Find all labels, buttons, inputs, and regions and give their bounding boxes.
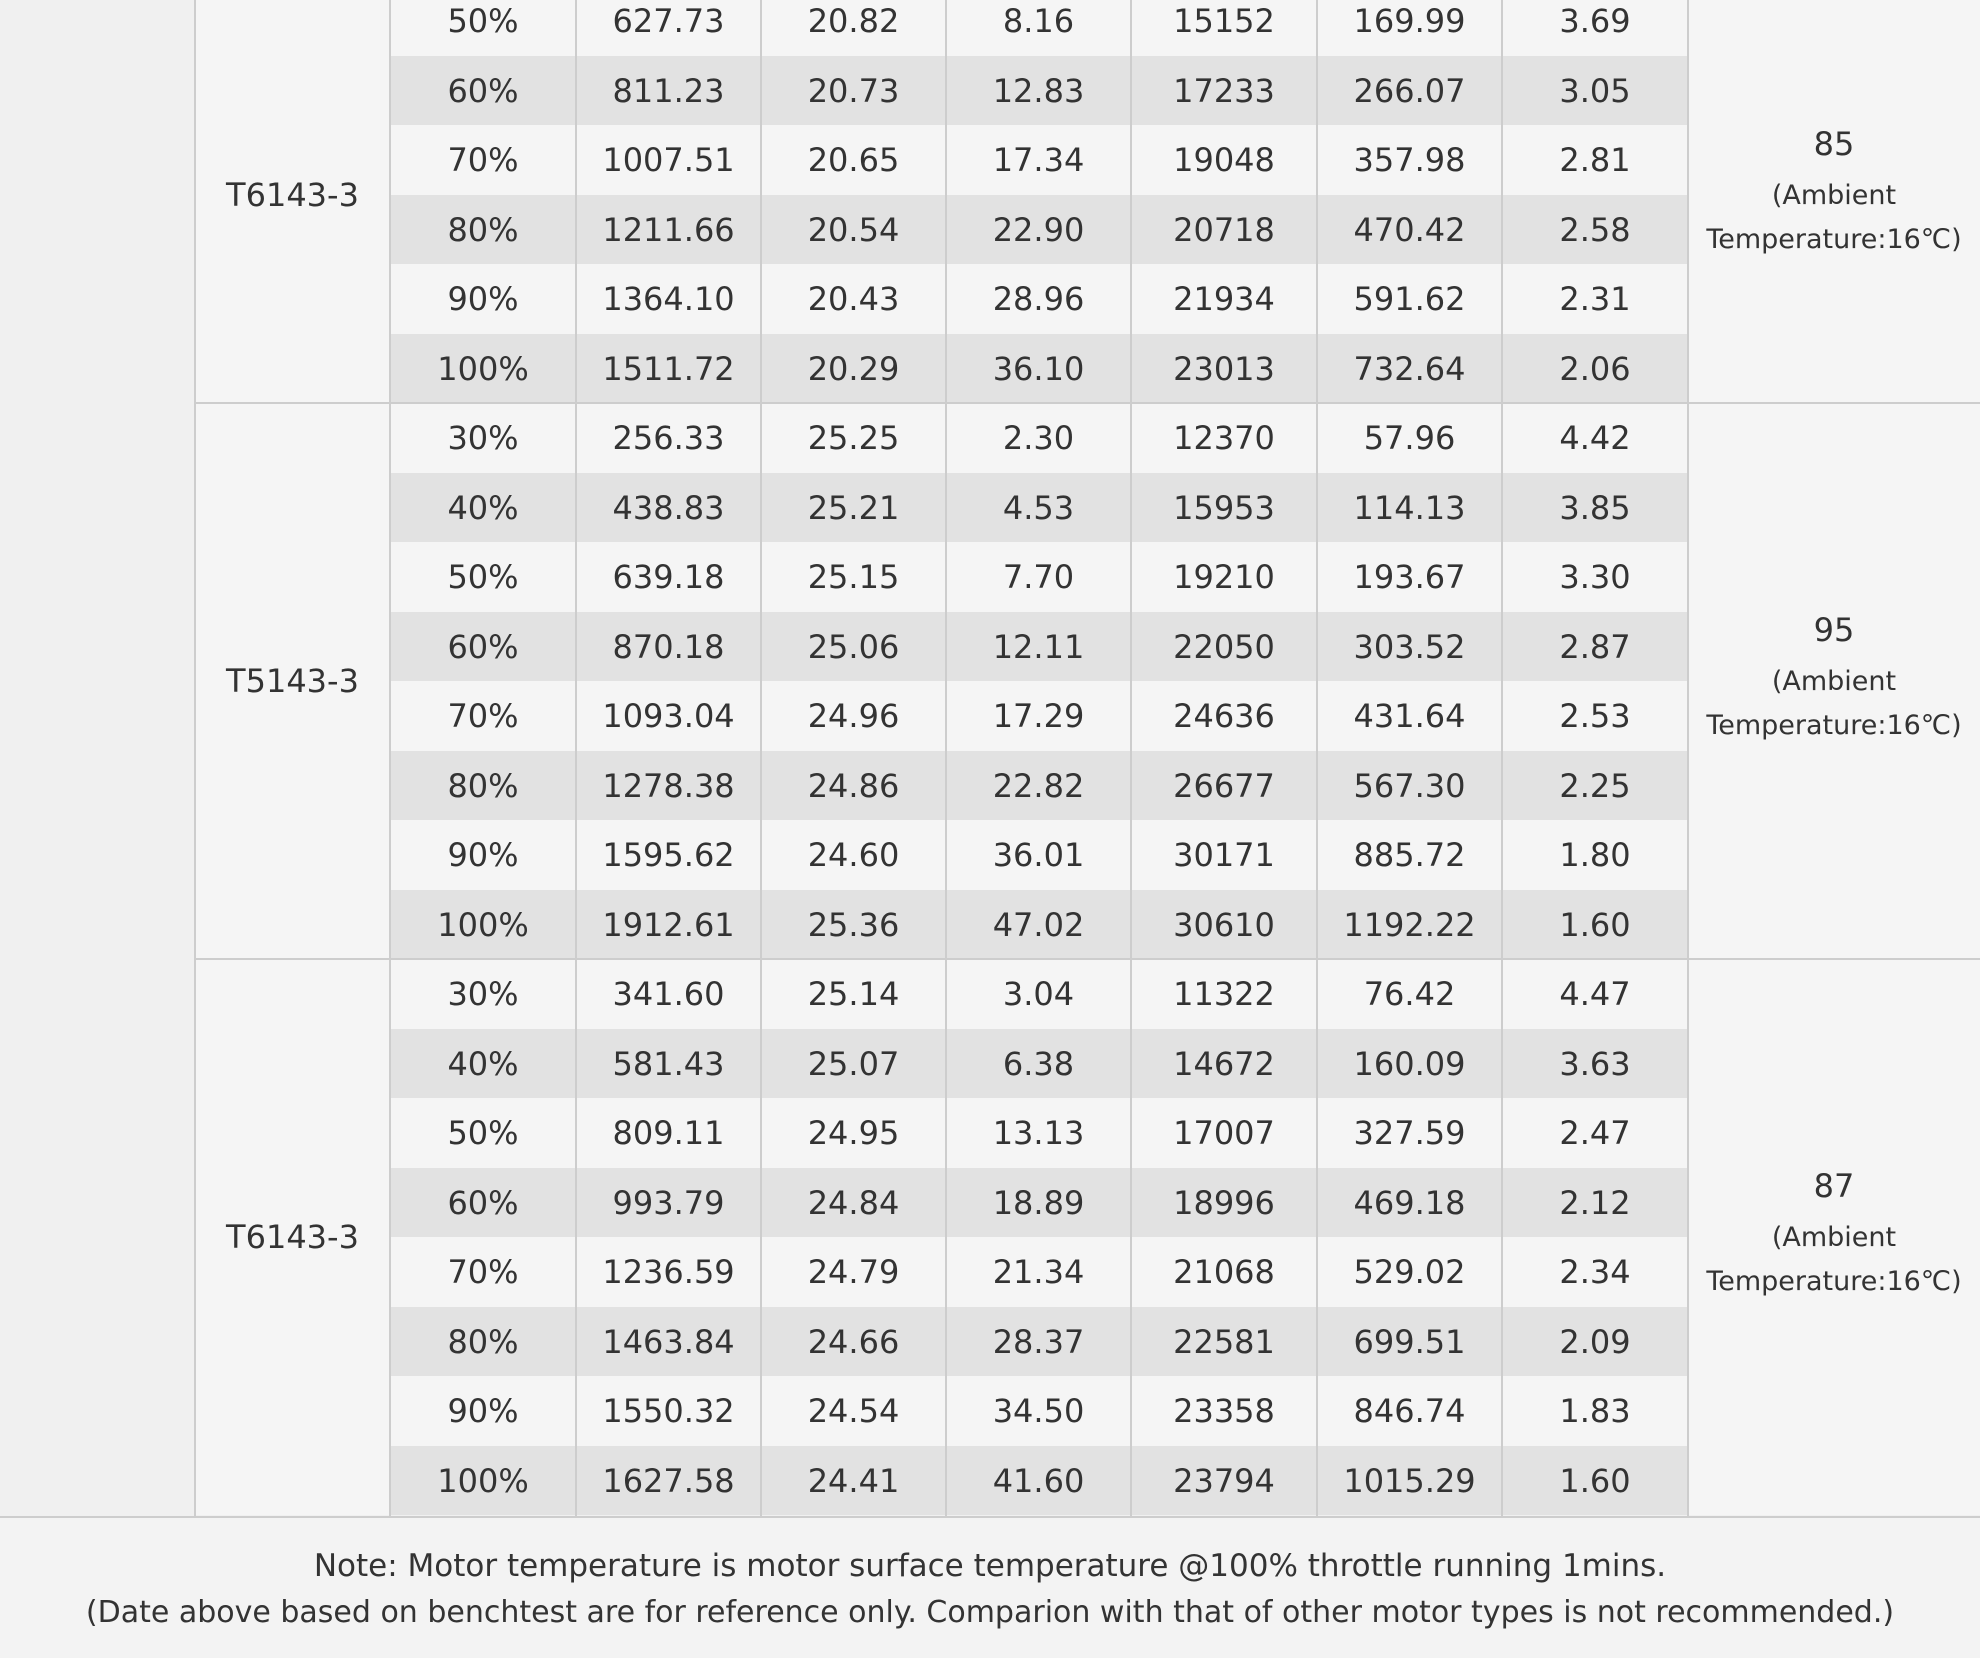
power-cell: 885.72 <box>1317 820 1502 890</box>
current-cell: 28.96 <box>946 264 1131 334</box>
throttle-cell: 100% <box>390 334 576 403</box>
thrust-cell: 1093.04 <box>576 681 761 751</box>
power-cell: 1192.22 <box>1317 890 1502 959</box>
temperature-value: 85 <box>1813 124 1855 163</box>
current-cell: 28.37 <box>946 1307 1131 1376</box>
ambient-temperature-note: (Ambient <box>1771 1222 1897 1253</box>
power-cell: 846.74 <box>1317 1376 1502 1446</box>
throttle-cell: 50% <box>390 1098 576 1168</box>
voltage-cell: 24.41 <box>761 1446 946 1515</box>
model-name-cell: T6143-3 <box>195 959 390 1515</box>
thrust-cell: 1550.32 <box>576 1376 761 1446</box>
thrust-cell: 1627.58 <box>576 1446 761 1515</box>
throttle-cell: 70% <box>390 681 576 751</box>
thrust-cell: 1211.66 <box>576 195 761 264</box>
motor-temperature-cell <box>1688 0 1980 403</box>
disclaimer-text: (Date above based on benchtest are for reference only. Comparion with that of other motor types is not recommended.) <box>85 1595 1895 1630</box>
power-cell: 591.62 <box>1317 264 1502 334</box>
voltage-cell: 25.15 <box>761 542 946 612</box>
motor-temperature-cell <box>1688 403 1980 959</box>
current-cell: 2.30 <box>946 403 1131 473</box>
ambient-temperature-note: (Ambient <box>1771 179 1897 211</box>
throttle-cell: 90% <box>390 264 576 334</box>
current-cell: 17.34 <box>946 125 1131 195</box>
efficiency-cell: 3.63 <box>1502 1029 1688 1098</box>
efficiency-cell: 2.06 <box>1502 334 1688 403</box>
temperature-value: 87 <box>1813 1167 1855 1205</box>
thrust-cell: 870.18 <box>576 612 761 681</box>
power-cell: 57.96 <box>1317 403 1502 473</box>
voltage-cell: 25.36 <box>761 890 946 959</box>
power-cell: 567.30 <box>1317 751 1502 820</box>
column-divider <box>194 0 196 1518</box>
column-divider <box>1316 0 1318 1518</box>
rpm-cell: 23358 <box>1131 1376 1317 1446</box>
efficiency-cell: 1.60 <box>1502 1446 1688 1515</box>
efficiency-cell: 2.87 <box>1502 612 1688 681</box>
power-cell: 1015.29 <box>1317 1446 1502 1515</box>
throttle-cell: 100% <box>390 890 576 959</box>
throttle-cell: 80% <box>390 751 576 820</box>
efficiency-cell: 1.80 <box>1502 820 1688 890</box>
note-text: Note: Motor temperature is motor surface temperature @100% throttle running 1mins. <box>313 1548 1667 1584</box>
ambient-temperature-note: Temperature:16℃) <box>1706 710 1962 741</box>
throttle-cell: 30% <box>390 403 576 473</box>
efficiency-cell: 2.31 <box>1502 264 1688 334</box>
power-cell: 529.02 <box>1317 1237 1502 1307</box>
ambient-temperature-note: (Ambient <box>1771 666 1897 697</box>
throttle-cell: 40% <box>390 1029 576 1098</box>
rpm-cell: 14672 <box>1131 1029 1317 1098</box>
column-divider <box>1501 0 1503 1518</box>
voltage-cell: 24.84 <box>761 1168 946 1237</box>
voltage-cell: 25.14 <box>761 959 946 1029</box>
note-section <box>0 1518 1980 1658</box>
voltage-cell: 24.95 <box>761 1098 946 1168</box>
rpm-cell: 15152 <box>1131 0 1317 56</box>
rpm-cell: 22581 <box>1131 1307 1317 1376</box>
voltage-cell: 20.54 <box>761 195 946 264</box>
throttle-cell: 70% <box>390 1237 576 1307</box>
current-cell: 36.10 <box>946 334 1131 403</box>
efficiency-cell: 2.58 <box>1502 195 1688 264</box>
efficiency-cell: 4.47 <box>1502 959 1688 1029</box>
thrust-cell: 1463.84 <box>576 1307 761 1376</box>
thrust-cell: 438.83 <box>576 473 761 542</box>
thrust-cell: 811.23 <box>576 56 761 125</box>
efficiency-cell: 3.05 <box>1502 56 1688 125</box>
voltage-cell: 25.21 <box>761 473 946 542</box>
throttle-cell: 60% <box>390 56 576 125</box>
power-cell: 193.67 <box>1317 542 1502 612</box>
current-cell: 41.60 <box>946 1446 1131 1515</box>
efficiency-cell: 2.47 <box>1502 1098 1688 1168</box>
thrust-cell: 256.33 <box>576 403 761 473</box>
column-divider <box>760 0 762 1518</box>
thrust-cell: 1236.59 <box>576 1237 761 1307</box>
efficiency-cell: 1.60 <box>1502 890 1688 959</box>
voltage-cell: 24.96 <box>761 681 946 751</box>
voltage-cell: 25.07 <box>761 1029 946 1098</box>
power-cell: 160.09 <box>1317 1029 1502 1098</box>
temperature-value: 95 <box>1813 611 1855 649</box>
current-cell: 6.38 <box>946 1029 1131 1098</box>
rpm-cell: 18996 <box>1131 1168 1317 1237</box>
current-cell: 36.01 <box>946 820 1131 890</box>
column-divider <box>945 0 947 1518</box>
efficiency-cell: 3.30 <box>1502 542 1688 612</box>
thrust-cell: 1007.51 <box>576 125 761 195</box>
voltage-cell: 24.86 <box>761 751 946 820</box>
throttle-cell: 90% <box>390 820 576 890</box>
efficiency-cell: 4.42 <box>1502 403 1688 473</box>
voltage-cell: 20.73 <box>761 56 946 125</box>
current-cell: 12.11 <box>946 612 1131 681</box>
power-cell: 357.98 <box>1317 125 1502 195</box>
efficiency-cell: 2.53 <box>1502 681 1688 751</box>
rpm-cell: 24636 <box>1131 681 1317 751</box>
efficiency-cell: 2.09 <box>1502 1307 1688 1376</box>
current-cell: 3.04 <box>946 959 1131 1029</box>
current-cell: 47.02 <box>946 890 1131 959</box>
throttle-cell: 40% <box>390 473 576 542</box>
efficiency-cell: 2.25 <box>1502 751 1688 820</box>
current-cell: 7.70 <box>946 542 1131 612</box>
throttle-cell: 80% <box>390 1307 576 1376</box>
voltage-cell: 20.65 <box>761 125 946 195</box>
ambient-temperature-note: Temperature:16℃) <box>1706 223 1962 255</box>
rpm-cell: 20718 <box>1131 195 1317 264</box>
efficiency-cell: 3.85 <box>1502 473 1688 542</box>
model-name-cell: T6143-3 <box>195 0 390 403</box>
throttle-cell: 50% <box>390 0 576 56</box>
voltage-cell: 24.60 <box>761 820 946 890</box>
throttle-cell: 60% <box>390 612 576 681</box>
rpm-cell: 23794 <box>1131 1446 1317 1515</box>
thrust-cell: 1912.61 <box>576 890 761 959</box>
ambient-temperature-note: Temperature:16℃) <box>1706 1266 1962 1297</box>
rpm-cell: 11322 <box>1131 959 1317 1029</box>
thrust-cell: 1511.72 <box>576 334 761 403</box>
power-cell: 266.07 <box>1317 56 1502 125</box>
group-divider <box>195 958 1980 960</box>
voltage-cell: 20.43 <box>761 264 946 334</box>
rpm-cell: 21934 <box>1131 264 1317 334</box>
power-cell: 732.64 <box>1317 334 1502 403</box>
thrust-cell: 1364.10 <box>576 264 761 334</box>
voltage-cell: 24.79 <box>761 1237 946 1307</box>
current-cell: 21.34 <box>946 1237 1131 1307</box>
thrust-cell: 1595.62 <box>576 820 761 890</box>
thrust-cell: 627.73 <box>576 0 761 56</box>
power-cell: 469.18 <box>1317 1168 1502 1237</box>
rpm-cell: 26677 <box>1131 751 1317 820</box>
current-cell: 12.83 <box>946 56 1131 125</box>
rpm-cell: 21068 <box>1131 1237 1317 1307</box>
throttle-cell: 90% <box>390 1376 576 1446</box>
current-cell: 13.13 <box>946 1098 1131 1168</box>
rpm-cell: 30171 <box>1131 820 1317 890</box>
thrust-cell: 639.18 <box>576 542 761 612</box>
power-cell: 327.59 <box>1317 1098 1502 1168</box>
power-cell: 303.52 <box>1317 612 1502 681</box>
power-cell: 431.64 <box>1317 681 1502 751</box>
throttle-cell: 80% <box>390 195 576 264</box>
column-divider <box>389 0 391 1518</box>
throttle-cell: 60% <box>390 1168 576 1237</box>
efficiency-cell: 2.12 <box>1502 1168 1688 1237</box>
voltage-cell: 24.54 <box>761 1376 946 1446</box>
rpm-cell: 19210 <box>1131 542 1317 612</box>
rpm-cell: 17233 <box>1131 56 1317 125</box>
rpm-cell: 23013 <box>1131 334 1317 403</box>
thrust-cell: 581.43 <box>576 1029 761 1098</box>
power-cell: 114.13 <box>1317 473 1502 542</box>
voltage-cell: 20.82 <box>761 0 946 56</box>
power-cell: 470.42 <box>1317 195 1502 264</box>
model-name-cell: T5143-3 <box>195 403 390 959</box>
rpm-cell: 17007 <box>1131 1098 1317 1168</box>
throttle-cell: 100% <box>390 1446 576 1515</box>
voltage-cell: 25.06 <box>761 612 946 681</box>
column-divider <box>575 0 577 1518</box>
current-cell: 18.89 <box>946 1168 1131 1237</box>
motor-temperature-cell <box>1688 959 1980 1515</box>
throttle-cell: 50% <box>390 542 576 612</box>
rpm-cell: 19048 <box>1131 125 1317 195</box>
power-cell: 76.42 <box>1317 959 1502 1029</box>
voltage-cell: 20.29 <box>761 334 946 403</box>
efficiency-cell: 1.83 <box>1502 1376 1688 1446</box>
group-divider <box>195 402 1980 404</box>
power-cell: 169.99 <box>1317 0 1502 56</box>
throttle-cell: 30% <box>390 959 576 1029</box>
column-divider <box>1130 0 1132 1518</box>
efficiency-cell: 3.69 <box>1502 0 1688 56</box>
rpm-cell: 30610 <box>1131 890 1317 959</box>
voltage-cell: 24.66 <box>761 1307 946 1376</box>
current-cell: 34.50 <box>946 1376 1131 1446</box>
thrust-cell: 1278.38 <box>576 751 761 820</box>
current-cell: 22.82 <box>946 751 1131 820</box>
thrust-cell: 993.79 <box>576 1168 761 1237</box>
power-cell: 699.51 <box>1317 1307 1502 1376</box>
thrust-cell: 341.60 <box>576 959 761 1029</box>
current-cell: 17.29 <box>946 681 1131 751</box>
current-cell: 4.53 <box>946 473 1131 542</box>
column-divider <box>1687 0 1689 1518</box>
thrust-cell: 809.11 <box>576 1098 761 1168</box>
efficiency-cell: 2.81 <box>1502 125 1688 195</box>
voltage-cell: 25.25 <box>761 403 946 473</box>
throttle-cell: 70% <box>390 125 576 195</box>
rpm-cell: 15953 <box>1131 473 1317 542</box>
rpm-cell: 22050 <box>1131 612 1317 681</box>
rpm-cell: 12370 <box>1131 403 1317 473</box>
efficiency-cell: 2.34 <box>1502 1237 1688 1307</box>
current-cell: 8.16 <box>946 0 1131 56</box>
current-cell: 22.90 <box>946 195 1131 264</box>
